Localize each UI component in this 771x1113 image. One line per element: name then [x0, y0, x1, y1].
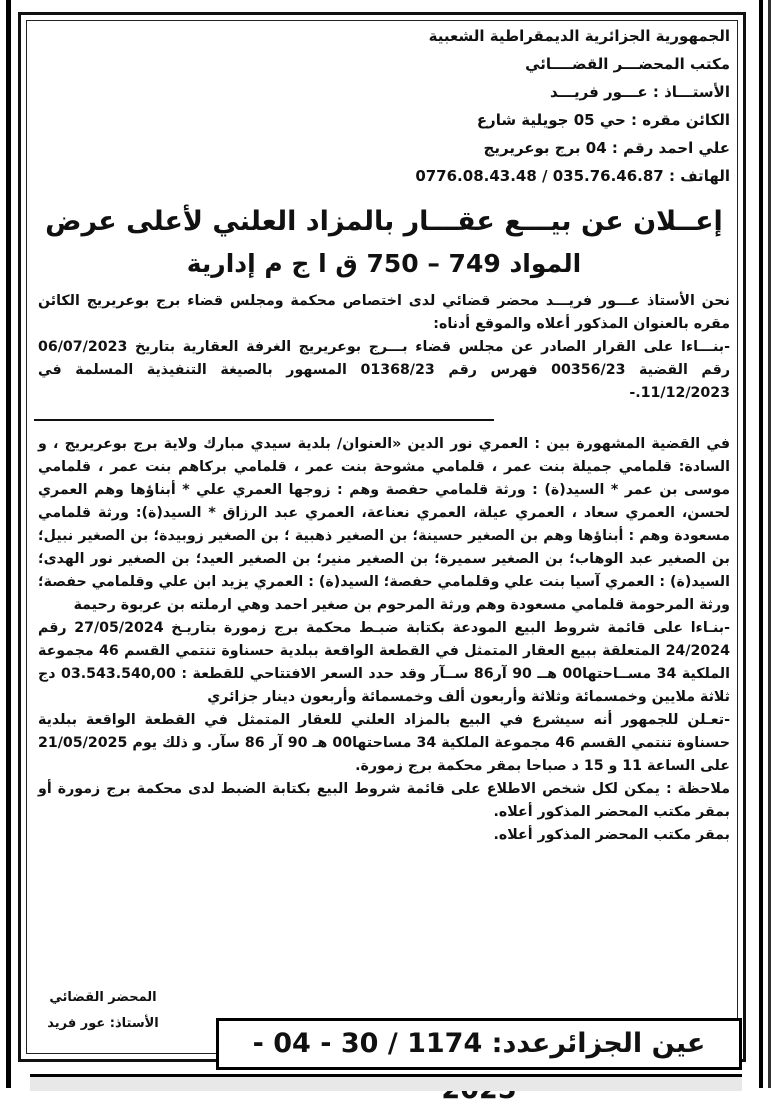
header-line-address2: علي احمد رقم : 04 برج بوعريريج — [483, 139, 730, 157]
left-border-rule — [6, 0, 11, 1088]
bottom-border-bar — [30, 1074, 742, 1091]
notice-subtitle: المواد 749 – 750 ق ا ج م إدارية — [186, 249, 582, 278]
header-line-address: الكائن مقره : حي 05 جويلية شارع — [476, 111, 730, 129]
paragraph-location: بمقر مكتب المحضر المذكور أعلاه. — [493, 827, 730, 843]
header-line-bailiff: الأستـــاذ : عـــور فريـــد — [549, 83, 730, 101]
paragraph-parties: في القضية المشهورة بين : العمري نور الدين «العنوان/ بلدية سيدي مبارك ولاية برج بوعريريج ، و السادة: قلمامي جميلة بنت عمر ، قلمامي مشوحة بنت عمر ، قلمامي بركاهم بنت عمر ، قلمامي موسى بن عمر * السيد(ة) : ورثة قلمامي حفصة وهم : زوجها العمري علي * أبناؤها وهم العمري لحسن، العمري سعاد ، العمري عيلة، العمري نعناعة، العمري عبد الرزاق * السيد(ة): ورثة قلمامي مسعودة وهم : أبناؤها وهم بن الصغير حسينة؛ بن الصغير ذهبية ؛ بن الصغير زوبيدة؛ بن الصغير نبيل؛ بن الصغير عبد الوهاب؛ بن الصغير سميرة؛ بن الصغير منير؛ بن الصغير العيد؛ بن الصغير نور الهدى؛ السيد(ة) : العمري آسيا بنت علي وقلمامي حفصة؛ السيد(ة) : العمري يزيد ابن علي وقلمامي حفصة؛ ورثة المرحومة قلمامي مسعودة وهم ورثة المرحوم بن صغير احمد وهي ارملته بن عربوة رحيمة — [38, 436, 730, 613]
signature-name: الأستاذ: عور فريد — [47, 1016, 159, 1031]
header-line-phone: الهاتف : 035.76.46.87 / 0776.08.43.48 — [415, 167, 730, 185]
paragraph-auction-announcement: -تعـلن للجمهور أنه سيشرع في البيع بالمزاد العلني للعقار المتمثل في القطعة الواقعة ببلدية حسناوة تنتمي القسم 46 مجموعة الملكية 34 مساحتها00 هـ 90 آر 86 سآر. و ذلك يوم 21/05/2025 على الساعة 11 و 15 د صباحا بمقر محكمة برج زمورة. — [38, 712, 730, 774]
paragraph-note: ملاحظة : يمكن لكل شخص الاطلاع على قائمة شروط البيع بكتابة الضبط لدى محكمة برج زمورة أو بمقر مكتب المحضر المذكور أعلاه. — [38, 781, 730, 820]
notice-title: إعــلان عن بيـــع عقـــار بالمزاد العلني لأعلى عرض — [45, 206, 723, 237]
section-divider — [34, 419, 494, 421]
notice-content — [34, 22, 734, 847]
right-border-rule — [759, 0, 763, 1088]
publication-reference: عين الجزائرعدد: 1174 / 30 - 04 - — [216, 1018, 742, 1070]
paragraph-intro: نحن الأستاذ عـــور فريـــد محضر قضائي لدى اختصاص محكمة ومجلس قضاء برج بوعريريج الكائن مقره بالعنوان المذكور أعلاه والموقع أدناه: — [38, 293, 730, 332]
signature-block — [38, 985, 168, 1037]
paragraph-sale-conditions: -بنـاءا على قائمة شروط البيع المودعة بكتابة ضبـط محكمة برج زمورة بتاريـخ 27/05/2024 رقم 24/2024 المتعلقة ببيع العقار المتمثل في القطعة الواقعة ببلدية حسناوة تنتمي القسم 46 مجموعة الملكية 34 مســاحتها00 هــ 90 آر86 ســآر وقد حدد السعر الافتتاحي للقطعة : 03.543.540,00 دج ثلاثة ملايين وخمسمائة وثلاثة وأربعون ألف وخمسمائة وأربعون دينار جزائري — [38, 620, 730, 705]
header-line-office: مكتب المحضـــر القضــــائي — [525, 55, 730, 73]
paragraph-court-decision: -بنـــاءا على القرار الصادر عن مجلس قضاء بـــرج بوعريريج الغرفة العقارية بتاريخ 06/07/2023 رقم القضية 00356/23 فهرس رقم 01368/23 المسهور بالصيغة التنفيذية المسلمة في 11/12/2023.- — [38, 339, 730, 401]
signature-role: المحضر القضائي — [49, 990, 157, 1005]
header-line-republic: الجمهورية الجزائرية الديمقراطية الشعبية — [428, 27, 730, 45]
